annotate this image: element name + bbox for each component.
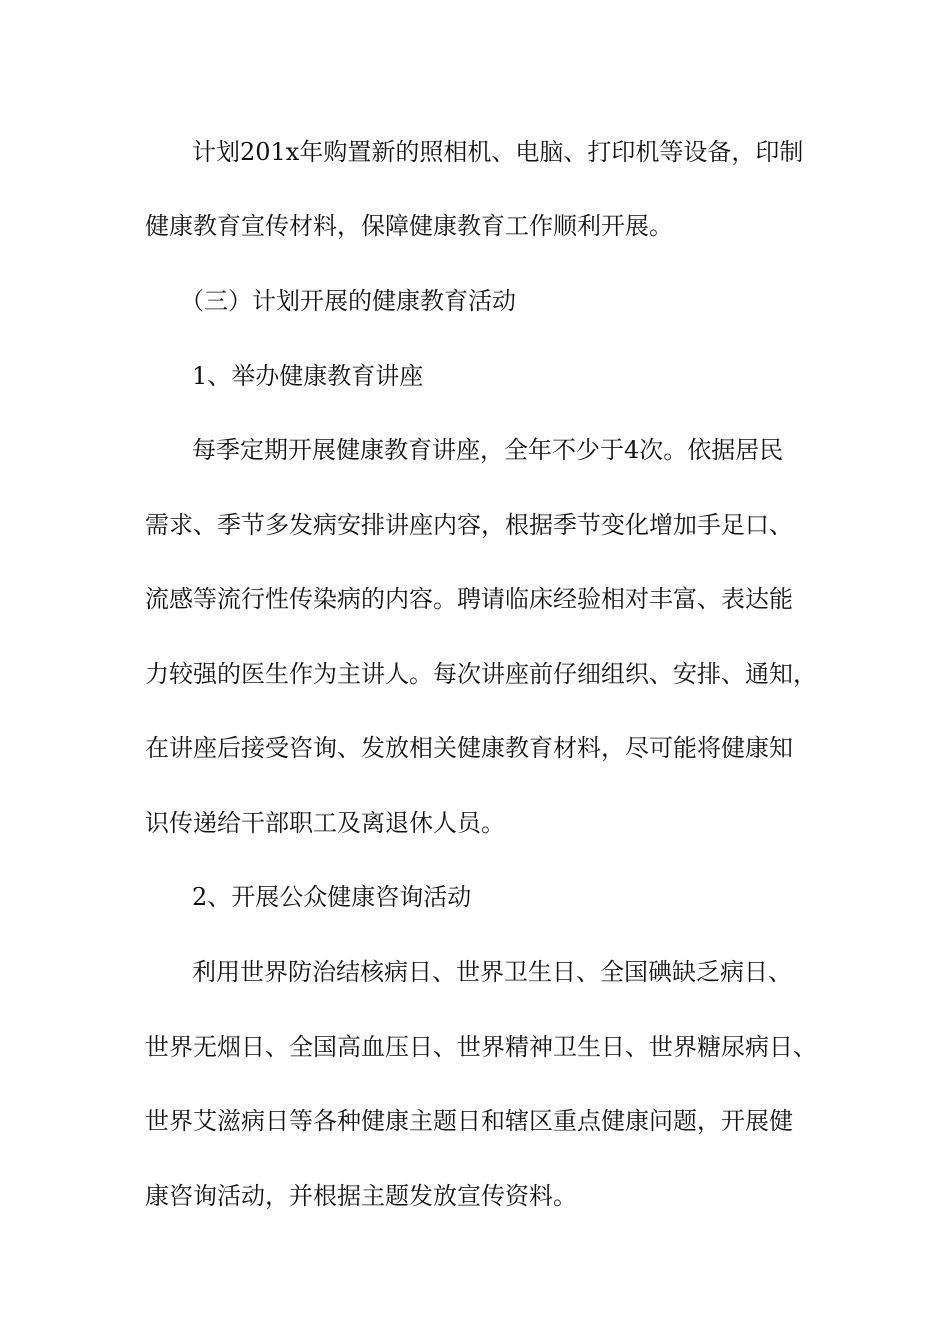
paragraph-line: 每季定期开展健康教育讲座，全年不少于4次。依据居民 (192, 436, 784, 464)
paragraph-line: 世界艾滋病日等各种健康主题日和辖区重点健康问题，开展健 (145, 1107, 793, 1135)
paragraph-line: 在讲座后接受咨询、发放相关健康教育材料，尽可能将健康知 (145, 734, 793, 762)
paragraph-line: 需求、季节多发病安排讲座内容，根据季节变化增加手足口、 (145, 511, 793, 539)
paragraph-line: 健康教育宣传材料，保障健康教育工作顺利开展。 (145, 212, 673, 240)
paragraph-line: 康咨询活动，并根据主题发放宣传资料。 (145, 1182, 577, 1210)
paragraph-line: 识传递给干部职工及离退休人员。 (145, 809, 505, 837)
section-heading: （三）计划开展的健康教育活动 (180, 287, 516, 315)
paragraph-line: 计划201x年购置新的照相机、电脑、打印机等设备，印制 (192, 138, 804, 166)
subsection-heading: 1、举办健康教育讲座 (192, 362, 424, 390)
subsection-heading: 2、开展公众健康咨询活动 (192, 883, 472, 911)
paragraph-line: 流感等流行性传染病的内容。聘请临床经验相对丰富、表达能 (145, 585, 793, 613)
paragraph-line: 利用世界防治结核病日、世界卫生日、全国碘缺乏病日、 (192, 958, 792, 986)
paragraph-line: 力较强的医生作为主讲人。每次讲座前仔细组织、安排、通知， (145, 660, 817, 688)
paragraph-line: 世界无烟日、全国高血压日、世界精神卫生日、世界糖尿病日、 (145, 1033, 817, 1061)
